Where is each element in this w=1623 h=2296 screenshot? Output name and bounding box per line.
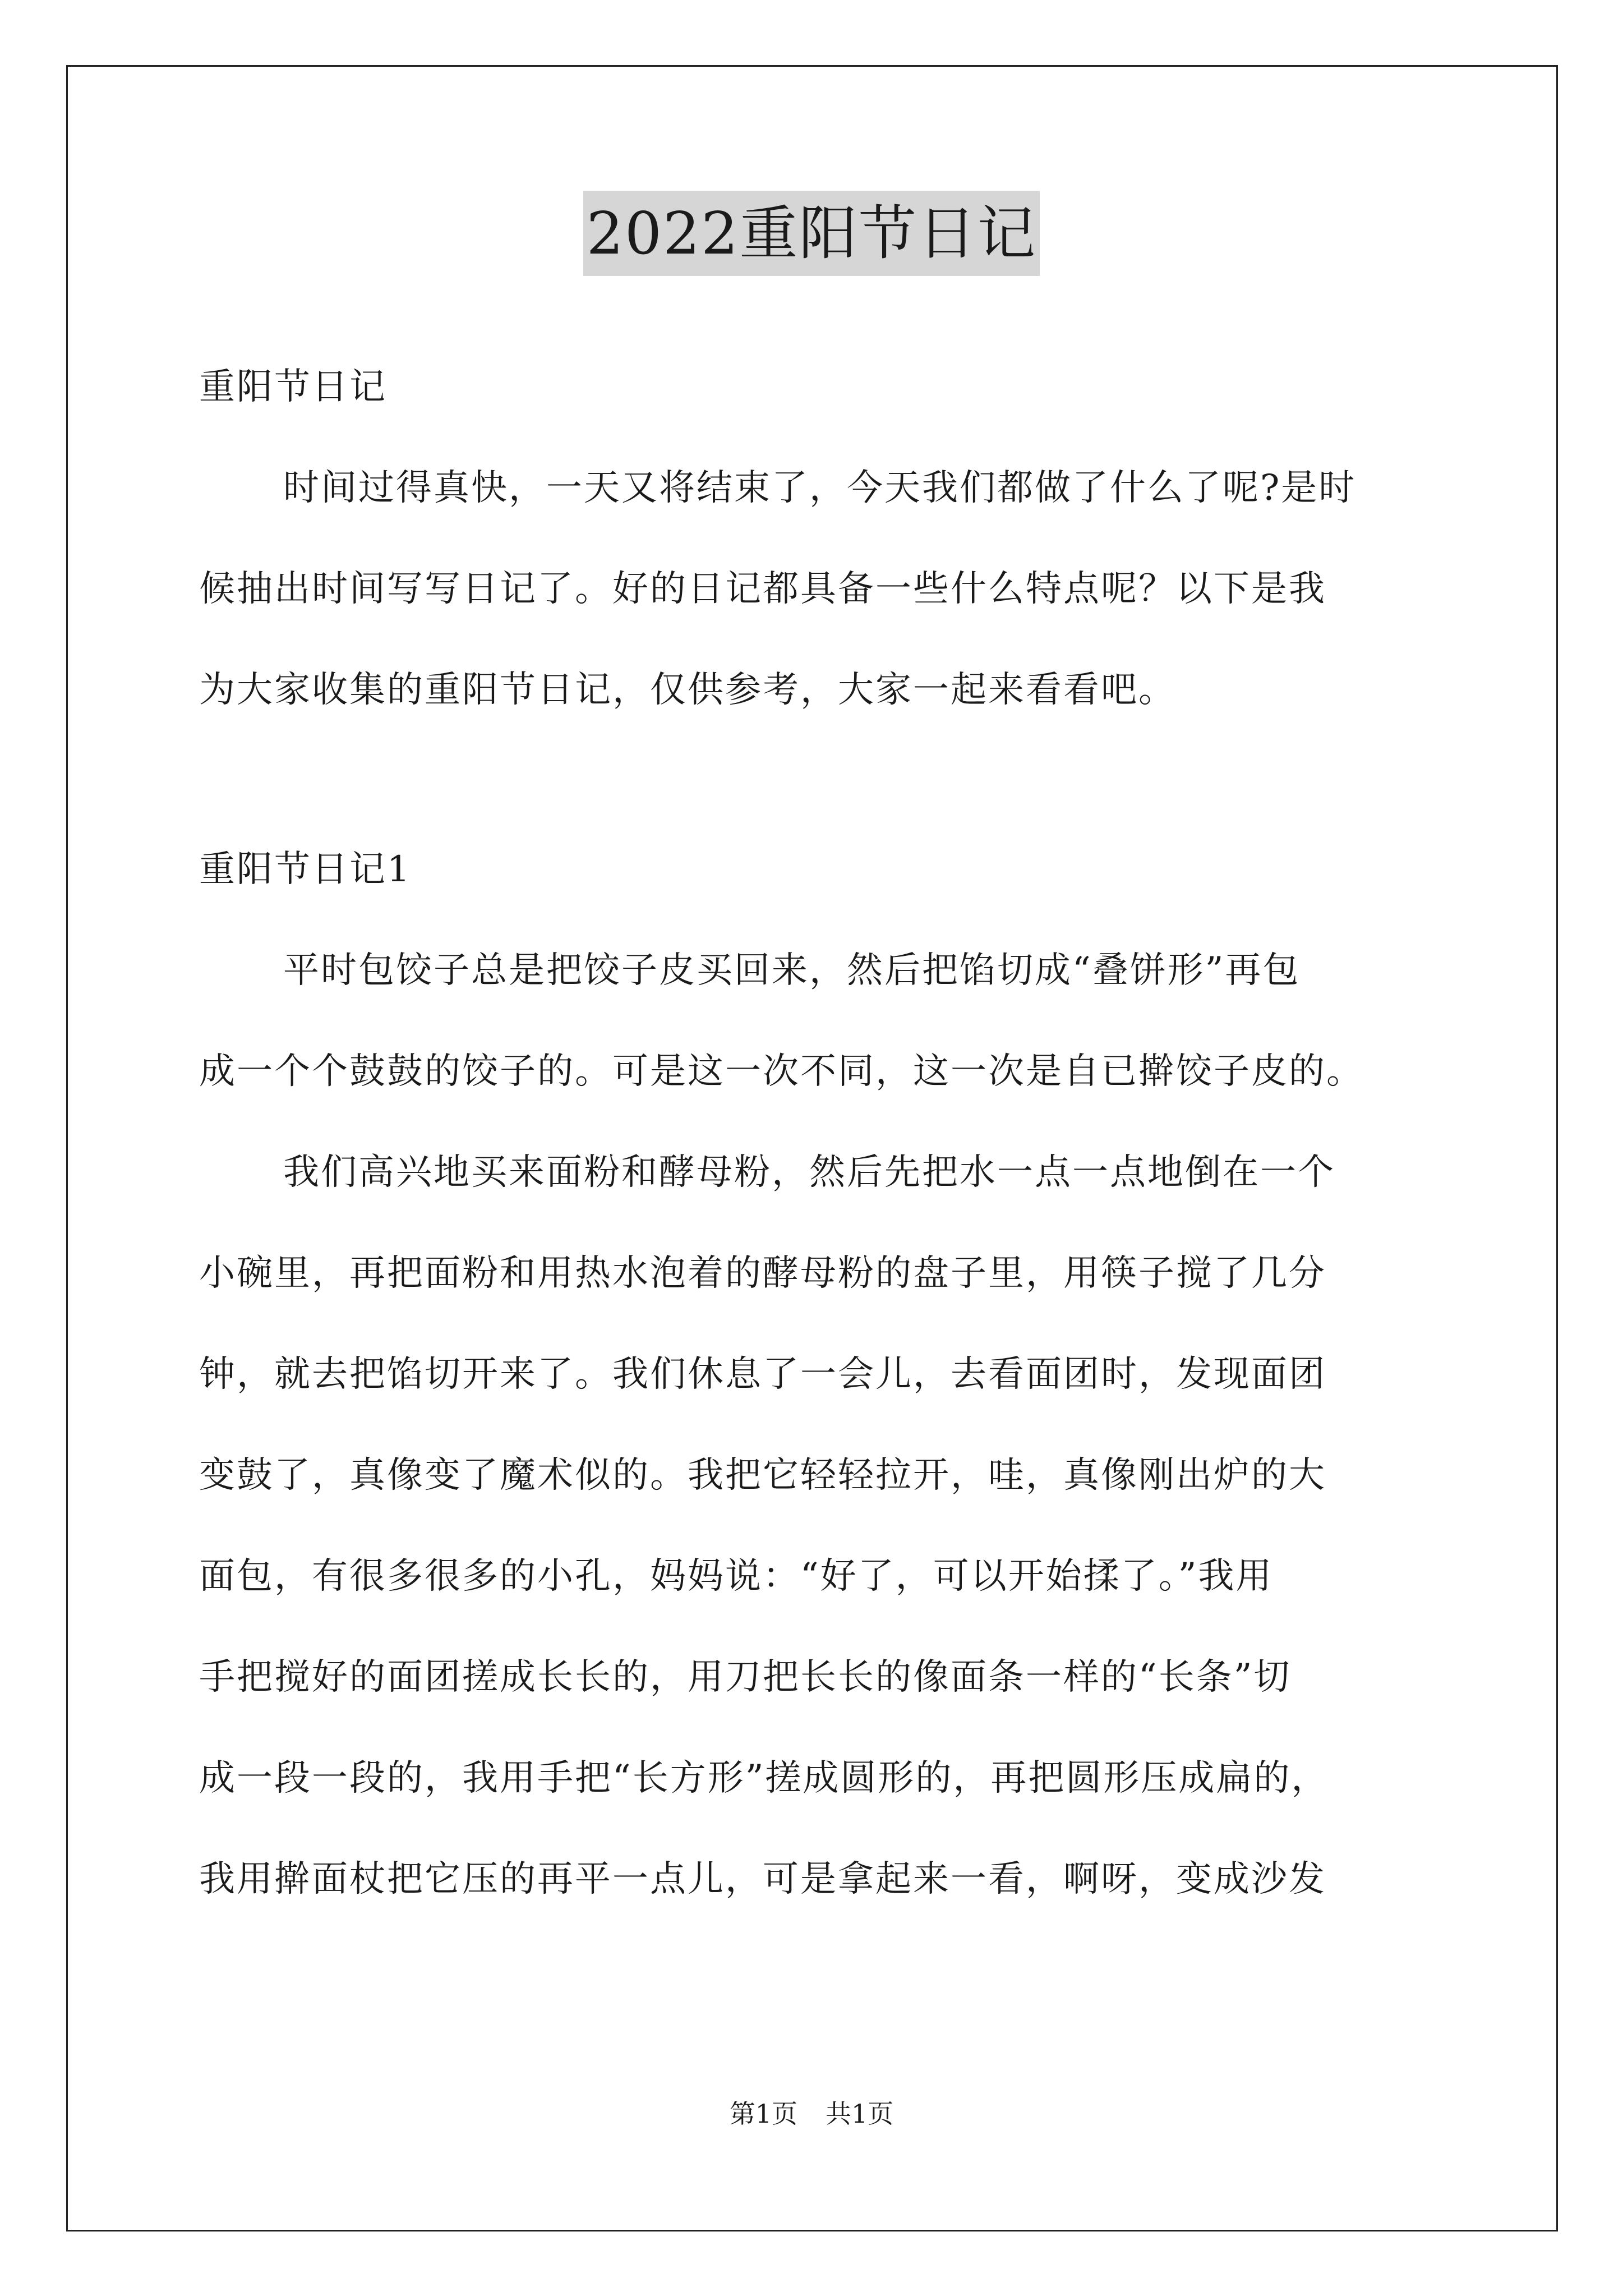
paragraph-line: 平时包饺子总是把饺子皮买回来，然后把馅切成“叠饼形”再包 <box>283 950 1301 991</box>
section-heading: 重阳节日记1 <box>199 849 412 890</box>
paragraph-line: 成一个个鼓鼓的饺子的。可是这一次不同，这一次是自已擀饺子皮的。 <box>199 1051 1364 1092</box>
page-total: 共1页 <box>826 2099 894 2129</box>
subtitle: 重阳节日记 <box>199 366 387 408</box>
paragraph-line: 钟，就去把馅切开来了。我们休息了一会儿，去看面团时，发现面团 <box>199 1354 1326 1395</box>
document-title <box>0 191 1623 276</box>
paragraph-line: 我们高兴地买来面粉和酵母粉，然后先把水一点一点地倒在一个 <box>283 1152 1335 1193</box>
page-footer <box>0 2097 1623 2131</box>
paragraph-line: 小碗里，再把面粉和用热水泡着的酵母粉的盘子里，用筷子搅了几分 <box>199 1253 1326 1294</box>
paragraph-line: 成一段一段的，我用手把“长方形”搓成圆形的，再把圆形压成扁的， <box>199 1757 1329 1799</box>
document-title-text: 2022重阳节日记 <box>583 191 1040 276</box>
paragraph-line: 手把搅好的面团搓成长长的，用刀把长长的像面条一样的“长条”切 <box>199 1657 1292 1698</box>
paragraph-2 <box>199 1122 1427 1930</box>
paragraph-line: 面包，有很多很多的小孔，妈妈说：“好了，可以开始揉了。”我用 <box>199 1556 1274 1597</box>
paragraph-line: 我用擀面杖把它压的再平一点儿，可是拿起来一看，啊呀，变成沙发 <box>199 1858 1326 1900</box>
paragraph-line: 候抽出时间写写日记了。好的日记都具备一些什么特点呢？以下是我 <box>199 568 1326 610</box>
paragraph-line: 为大家收集的重阳节日记，仅供参考，大家一起来看看吧。 <box>199 669 1176 711</box>
paragraph-1 <box>199 920 1427 1122</box>
document-body <box>199 337 1427 1930</box>
intro-paragraph <box>199 438 1427 740</box>
page-number: 第1页 <box>729 2099 797 2129</box>
paragraph-line: 时间过得真快，一天又将结束了，今天我们都做了什么了呢?是时 <box>283 467 1357 509</box>
paragraph-line: 变鼓了，真像变了魔术似的。我把它轻轻拉开，哇，真像刚出炉的大 <box>199 1455 1326 1496</box>
section-gap <box>199 740 1427 819</box>
